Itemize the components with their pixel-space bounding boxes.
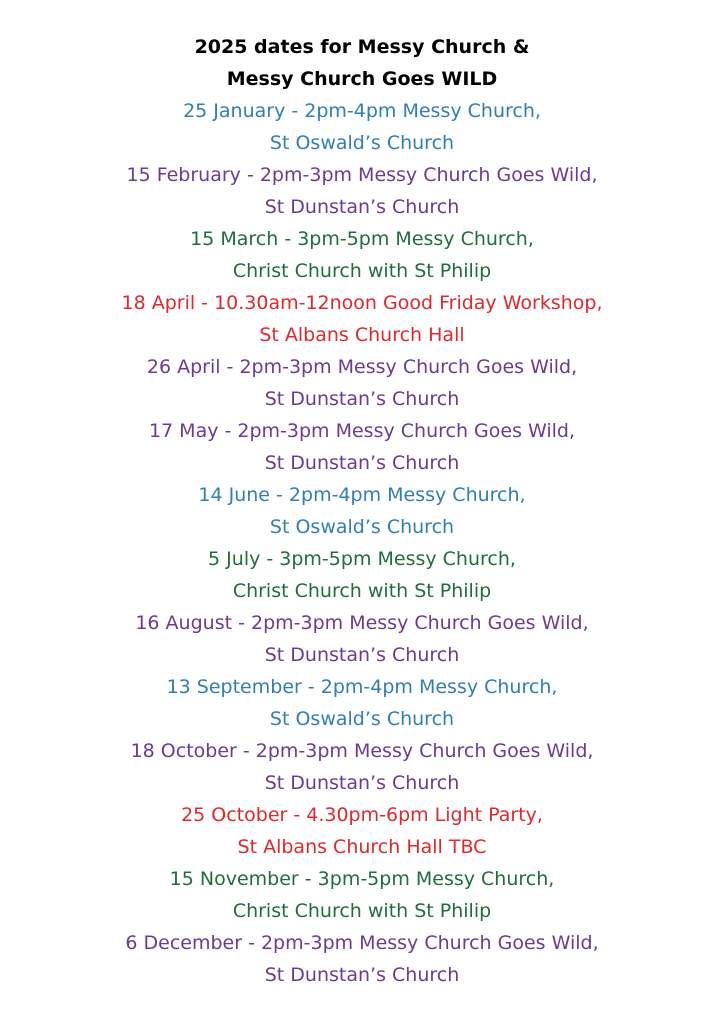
event-venue-line: Christ Church with St Philip xyxy=(232,260,492,282)
event-venue-line: St Dunstan’s Church xyxy=(264,772,460,794)
title-line-1: 2025 dates for Messy Church & xyxy=(194,36,530,58)
event-date-line: 16 August - 2pm-3pm Messy Church Goes Wild, xyxy=(135,612,589,634)
event-date-line: 26 April - 2pm-3pm Messy Church Goes Wild, xyxy=(146,356,578,378)
event-date-line: 15 November - 3pm-5pm Messy Church, xyxy=(169,868,555,890)
event-venue-line: St Dunstan’s Church xyxy=(264,964,460,986)
event-venue-line: St Oswald’s Church xyxy=(269,516,455,538)
event-item xyxy=(0,671,724,735)
event-item xyxy=(0,351,724,415)
event-item xyxy=(0,735,724,799)
event-item xyxy=(0,927,724,991)
event-date-line: 25 October - 4.30pm-6pm Light Party, xyxy=(181,804,543,826)
event-venue-line: Christ Church with St Philip xyxy=(232,580,492,602)
event-list xyxy=(0,95,724,991)
event-venue-line: St Dunstan’s Church xyxy=(264,388,460,410)
event-item xyxy=(0,287,724,351)
page-title xyxy=(0,31,724,95)
event-date-line: 13 September - 2pm-4pm Messy Church, xyxy=(166,676,558,698)
event-date-line: 15 February - 2pm-3pm Messy Church Goes Wild, xyxy=(126,164,598,186)
event-item xyxy=(0,95,724,159)
event-date-line: 18 October - 2pm-3pm Messy Church Goes Wild, xyxy=(130,740,594,762)
event-date-line: 14 June - 2pm-4pm Messy Church, xyxy=(198,484,526,506)
event-venue-line: St Dunstan’s Church xyxy=(264,196,460,218)
event-venue-line: St Albans Church Hall xyxy=(259,324,465,346)
event-venue-line: St Albans Church Hall TBC xyxy=(237,836,487,858)
event-date-line: 15 March - 3pm-5pm Messy Church, xyxy=(190,228,534,250)
event-venue-line: St Dunstan’s Church xyxy=(264,644,460,666)
event-item xyxy=(0,543,724,607)
event-date-line: 25 January - 2pm-4pm Messy Church, xyxy=(183,100,541,122)
event-date-line: 6 December - 2pm-3pm Messy Church Goes Wild, xyxy=(125,932,599,954)
event-item xyxy=(0,479,724,543)
event-venue-line: St Oswald’s Church xyxy=(269,132,455,154)
event-date-line: 17 May - 2pm-3pm Messy Church Goes Wild, xyxy=(148,420,576,442)
title-line-2: Messy Church Goes WILD xyxy=(226,68,498,90)
event-item xyxy=(0,863,724,927)
event-venue-line: Christ Church with St Philip xyxy=(232,900,492,922)
event-date-line: 5 July - 3pm-5pm Messy Church, xyxy=(208,548,516,570)
event-item xyxy=(0,223,724,287)
event-date-line: 18 April - 10.30am-12noon Good Friday Workshop, xyxy=(121,292,603,314)
event-item xyxy=(0,607,724,671)
event-item xyxy=(0,415,724,479)
event-item xyxy=(0,159,724,223)
event-item xyxy=(0,799,724,863)
event-venue-line: St Oswald’s Church xyxy=(269,708,455,730)
event-venue-line: St Dunstan’s Church xyxy=(264,452,460,474)
